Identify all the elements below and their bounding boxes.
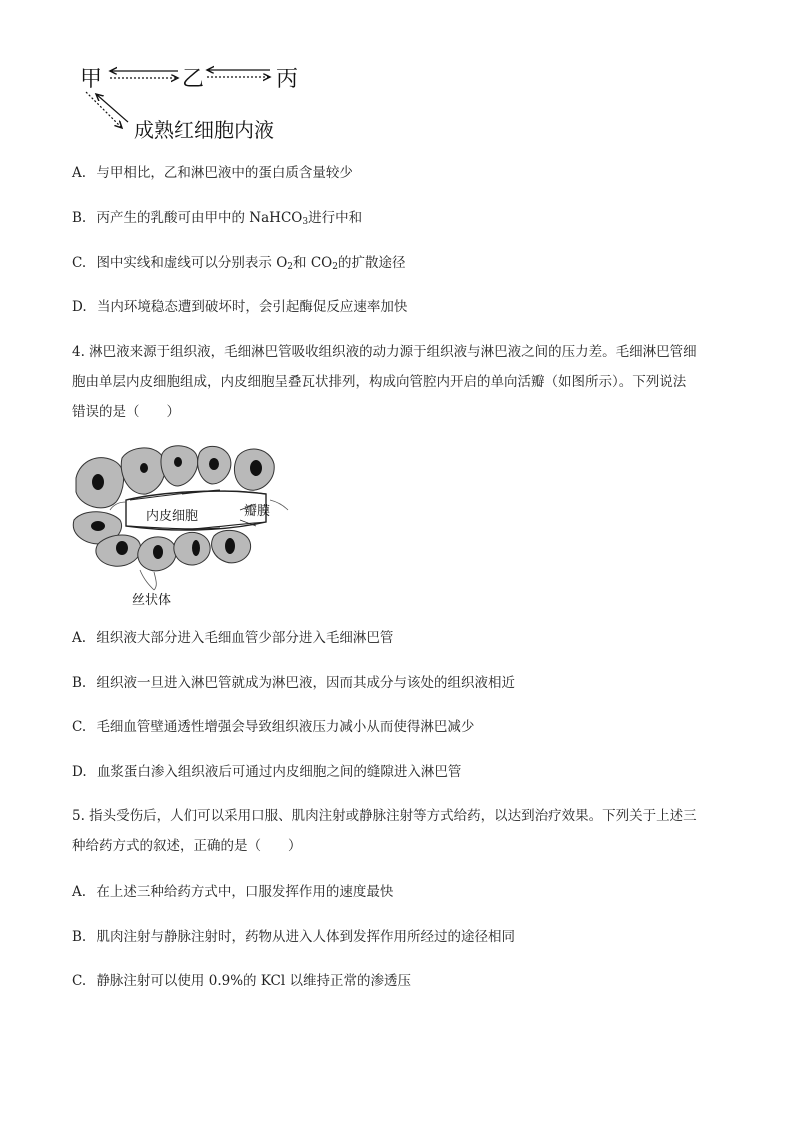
q5-option-a: [72, 882, 393, 902]
nucleus: [192, 540, 200, 556]
nucleus: [250, 460, 262, 476]
q3-option-b: [72, 208, 362, 232]
filament: [270, 500, 288, 510]
q5-option-b: [72, 927, 515, 947]
option-text: 在上述三种给药方式中，口服发挥作用的速度最快: [96, 884, 394, 900]
option-label: C.: [72, 255, 87, 271]
option-text: 血浆蛋白渗入组织液后可通过内皮细胞之间的缝隙进入淋巴管: [96, 764, 462, 780]
subscript: 2: [332, 262, 338, 272]
q3-option-a: [72, 163, 353, 183]
q4-stem-line-2: 胞由单层内皮细胞组成，内皮细胞呈叠瓦状排列，构成向管腔内开启的单向活瓣（如图所示）。下列说法: [72, 374, 687, 390]
nucleus: [225, 538, 235, 554]
subscript: 2: [287, 262, 294, 272]
option-label: B.: [72, 929, 87, 945]
label-endothelial-cell: 内皮细胞: [146, 509, 199, 524]
nucleus: [209, 458, 219, 470]
option-text: 当内环境稳态遭到破坏时，会引起酶促反应速率加快: [96, 299, 408, 315]
option-text: 毛细血管壁通透性增强会导致组织液压力减小从而使得淋巴减少: [96, 719, 475, 735]
label-filament: 丝状体: [132, 593, 172, 608]
q5-stem-line-1: 5. 指头受伤后，人们可以采用口服、肌肉注射或静脉注射等方式给药，以达到治疗效果。下列关于上述三: [72, 808, 697, 824]
q4-option-a: [72, 628, 393, 648]
nucleus: [91, 521, 105, 531]
q4-option-c: [72, 717, 474, 737]
nucleus: [153, 545, 163, 559]
option-text: 与甲相比，乙和淋巴液中的蛋白质含量较少: [96, 165, 353, 181]
q3-option-c: [72, 253, 405, 277]
option-label: D.: [72, 299, 87, 315]
q4-option-d: [72, 762, 461, 782]
nucleus: [140, 463, 148, 473]
option-label: A.: [72, 165, 87, 181]
q5-stem-line-2: 种给药方式的叙述，正确的是（ ）: [72, 838, 302, 854]
subscript: 3: [302, 217, 309, 227]
option-text: 组织液大部分进入毛细血管少部分进入毛细淋巴管: [96, 630, 394, 646]
tissue-cell: [174, 532, 210, 565]
nucleus: [92, 474, 104, 490]
option-text-post: 的扩散途径: [337, 255, 406, 271]
filament: [140, 570, 154, 590]
label-valve: 瓣膜: [244, 504, 271, 519]
option-text-post: 进行中和: [308, 210, 363, 226]
q3-option-d: [72, 297, 407, 317]
nucleus: [174, 457, 182, 467]
diagram-arrows: [0, 0, 794, 160]
nucleus: [116, 541, 128, 555]
q4-stem-line-3: 错误的是（ ）: [72, 404, 180, 420]
option-label: A.: [72, 884, 87, 900]
filament: [154, 572, 156, 590]
option-label: C.: [72, 973, 87, 989]
node-jia: 甲: [80, 67, 103, 92]
option-label: C.: [72, 719, 87, 735]
node-bing: 丙: [276, 67, 299, 92]
q4-stem-line-1: 4. 淋巴液来源于组织液，毛细淋巴管吸收组织液的动力源于组织液与淋巴液之间的压力差。毛细淋巴管细: [72, 344, 697, 360]
arrow-jia-to-rbc: [86, 92, 122, 128]
option-label: A.: [72, 630, 87, 646]
option-text: 静脉注射可以使用 0.9%的 KCl 以维持正常的渗透压: [96, 973, 411, 989]
option-label: B.: [72, 210, 87, 226]
node-yi: 乙: [182, 67, 205, 92]
q5-option-c: [72, 971, 411, 991]
option-text-pre: 丙产生的乳酸可由甲中的 NaHCO: [96, 210, 303, 226]
option-text-mid: 和 CO: [293, 255, 333, 271]
option-label: B.: [72, 675, 87, 691]
node-rbc-fluid: 成熟红细胞内液: [134, 118, 274, 142]
option-text: 肌肉注射与静脉注射时，药物从进入人体到发挥作用所经过的途径相同: [96, 929, 516, 945]
q4-option-b: [72, 673, 515, 693]
option-label: D.: [72, 764, 87, 780]
option-text-pre: 图中实线和虚线可以分别表示 O: [96, 255, 288, 271]
option-text: 组织液一旦进入淋巴管就成为淋巴液，因而其成分与该处的组织液相近: [96, 675, 516, 691]
